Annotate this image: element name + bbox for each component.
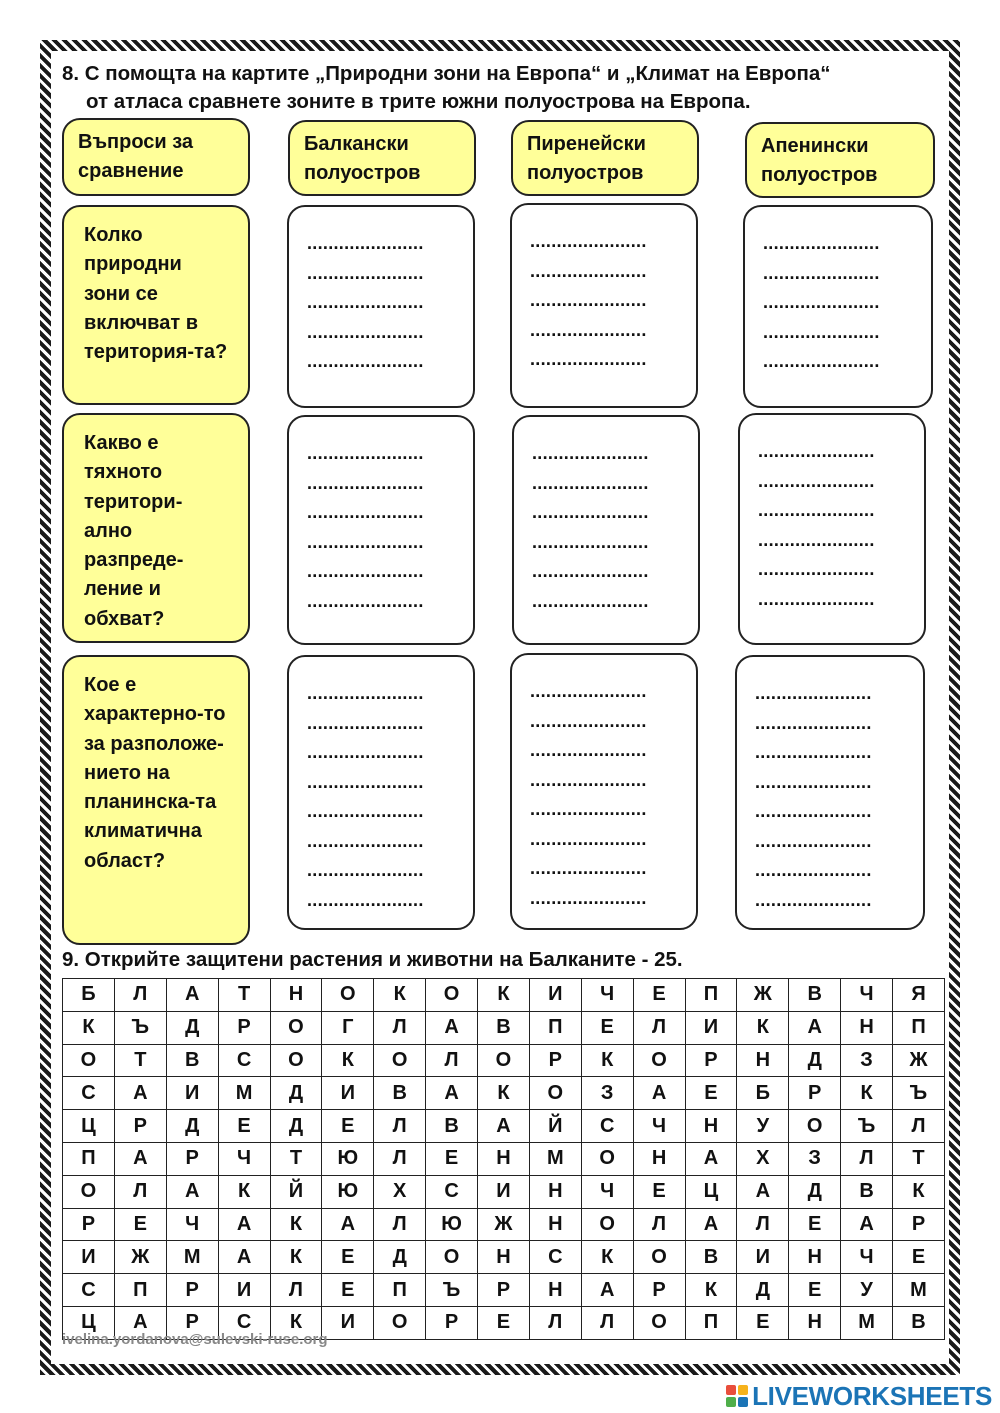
grid-cell[interactable]: К xyxy=(685,1274,737,1307)
grid-row xyxy=(63,1077,945,1110)
answer-line[interactable]: ...................... xyxy=(307,742,424,762)
grid-cell[interactable]: Е xyxy=(322,1241,374,1274)
answer-box-apennine-3[interactable] xyxy=(735,655,925,930)
grid-cell[interactable]: З xyxy=(789,1142,841,1175)
answer-line[interactable]: ...................... xyxy=(530,887,647,908)
question-1: Колко природни зони се включват в територия-та? xyxy=(62,205,250,405)
grid-cell[interactable]: Л xyxy=(841,1142,893,1175)
answer-line[interactable]: ...................... xyxy=(763,321,880,342)
grid-cell[interactable]: А xyxy=(633,1077,685,1110)
grid-cell[interactable]: А xyxy=(841,1208,893,1241)
grid-cell[interactable]: Р xyxy=(529,1044,581,1077)
answer-line[interactable]: ...................... xyxy=(307,531,424,552)
grid-cell[interactable]: О xyxy=(581,1208,633,1241)
grid-cell[interactable]: О xyxy=(633,1306,685,1339)
liveworksheets-brand-text: LIVEWORKSHEETS xyxy=(752,1380,992,1411)
grid-cell[interactable]: Р xyxy=(633,1274,685,1307)
grid-cell[interactable]: Д xyxy=(737,1274,789,1307)
answer-line[interactable]: ...................... xyxy=(307,472,424,493)
grid-cell[interactable]: А xyxy=(737,1175,789,1208)
grid-cell[interactable]: Х xyxy=(737,1142,789,1175)
grid-cell[interactable]: Р xyxy=(789,1077,841,1110)
grid-row xyxy=(63,1142,945,1175)
answer-box-iberian-2[interactable] xyxy=(512,415,700,645)
answer-box-iberian-3[interactable] xyxy=(510,653,698,930)
grid-cell[interactable]: П xyxy=(685,1306,737,1339)
grid-cell[interactable]: Е xyxy=(789,1208,841,1241)
answer-line[interactable]: ...................... xyxy=(307,502,424,522)
grid-cell[interactable]: Л xyxy=(374,1142,426,1175)
grid-cell[interactable]: К xyxy=(581,1044,633,1077)
grid-cell[interactable]: Е xyxy=(322,1274,374,1307)
grid-cell[interactable]: З xyxy=(841,1044,893,1077)
answer-line[interactable]: ...................... xyxy=(530,231,647,251)
grid-cell[interactable]: К xyxy=(478,1077,530,1110)
answer-line[interactable]: ...................... xyxy=(307,443,424,463)
grid-cell[interactable]: Л xyxy=(374,1208,426,1241)
answer-line[interactable]: ...................... xyxy=(532,531,649,552)
grid-cell[interactable]: Е xyxy=(789,1274,841,1307)
grid-cell[interactable]: У xyxy=(841,1274,893,1307)
answer-line[interactable]: ...................... xyxy=(307,830,424,851)
grid-cell[interactable]: Е xyxy=(633,979,685,1012)
grid-cell[interactable]: О xyxy=(374,1306,426,1339)
grid-cell[interactable]: О xyxy=(270,1011,322,1044)
header-apennine: Апенински полуостров xyxy=(745,122,935,198)
grid-cell[interactable]: Т xyxy=(893,1142,945,1175)
question-3: Кое е характерно-то за разположе-нието на планинска-та климатична област? xyxy=(62,655,250,945)
grid-cell[interactable]: А xyxy=(685,1142,737,1175)
grid-cell[interactable]: П xyxy=(893,1011,945,1044)
grid-cell[interactable]: П xyxy=(685,979,737,1012)
answer-line[interactable]: ...................... xyxy=(758,441,875,461)
answer-line[interactable]: ...................... xyxy=(763,233,880,253)
grid-cell[interactable]: К xyxy=(270,1208,322,1241)
grid-cell[interactable]: Е xyxy=(893,1241,945,1274)
grid-cell[interactable]: Ж xyxy=(478,1208,530,1241)
grid-cell[interactable]: Н xyxy=(270,979,322,1012)
grid-cell[interactable]: Д xyxy=(789,1175,841,1208)
grid-cell[interactable]: Н xyxy=(529,1208,581,1241)
grid-cell[interactable]: Р xyxy=(63,1208,115,1241)
grid-cell[interactable]: К xyxy=(478,979,530,1012)
grid-cell[interactable]: Т xyxy=(114,1044,166,1077)
answer-line[interactable]: ...................... xyxy=(530,681,647,701)
answer-line[interactable]: ...................... xyxy=(532,443,649,463)
answer-line[interactable]: ...................... xyxy=(307,561,424,581)
header-questions: Въпроси за сравнение xyxy=(62,118,250,196)
grid-cell[interactable]: О xyxy=(478,1044,530,1077)
grid-cell[interactable]: О xyxy=(322,979,374,1012)
grid-cell[interactable]: Е xyxy=(633,1175,685,1208)
grid-cell[interactable]: С xyxy=(529,1241,581,1274)
grid-cell[interactable]: В xyxy=(166,1044,218,1077)
answer-box-apennine-2[interactable] xyxy=(738,413,926,645)
grid-cell[interactable]: О xyxy=(633,1044,685,1077)
grid-cell[interactable]: М xyxy=(218,1077,270,1110)
grid-cell[interactable]: И xyxy=(218,1274,270,1307)
grid-cell[interactable]: Д xyxy=(270,1077,322,1110)
grid-cell[interactable]: Н xyxy=(789,1306,841,1339)
grid-cell[interactable]: Н xyxy=(737,1044,789,1077)
grid-cell[interactable]: М xyxy=(529,1142,581,1175)
grid-cell[interactable]: В xyxy=(685,1241,737,1274)
answer-line[interactable]: ...................... xyxy=(758,588,875,609)
grid-cell[interactable]: Р xyxy=(893,1208,945,1241)
grid-cell[interactable]: Е xyxy=(685,1077,737,1110)
grid-cell[interactable]: О xyxy=(633,1241,685,1274)
answer-line[interactable]: ...................... xyxy=(307,233,424,253)
grid-row xyxy=(63,1011,945,1044)
grid-cell[interactable]: А xyxy=(478,1110,530,1143)
grid-cell[interactable]: О xyxy=(270,1044,322,1077)
grid-cell[interactable]: Ц xyxy=(63,1306,115,1339)
grid-cell[interactable]: Л xyxy=(114,1175,166,1208)
grid-cell[interactable]: Р xyxy=(114,1110,166,1143)
grid-cell[interactable]: А xyxy=(685,1208,737,1241)
grid-cell[interactable]: Н xyxy=(529,1274,581,1307)
grid-cell[interactable]: О xyxy=(529,1077,581,1110)
answer-box-balkan-2[interactable] xyxy=(287,415,475,645)
grid-cell[interactable]: Е xyxy=(478,1306,530,1339)
grid-cell[interactable]: Е xyxy=(581,1011,633,1044)
answer-line[interactable]: ...................... xyxy=(763,351,880,371)
grid-cell[interactable]: К xyxy=(270,1306,322,1339)
grid-cell[interactable]: Р xyxy=(166,1274,218,1307)
grid-cell[interactable]: О xyxy=(374,1044,426,1077)
grid-row xyxy=(63,1274,945,1307)
grid-cell[interactable]: Л xyxy=(114,979,166,1012)
grid-cell[interactable]: Й xyxy=(270,1175,322,1208)
grid-cell[interactable]: А xyxy=(426,1011,478,1044)
grid-cell[interactable]: Г xyxy=(322,1011,374,1044)
grid-cell[interactable]: Н xyxy=(685,1110,737,1143)
grid-cell[interactable]: У xyxy=(737,1110,789,1143)
answer-box-balkan-3[interactable] xyxy=(287,655,475,930)
grid-cell[interactable]: Ю xyxy=(322,1142,374,1175)
liveworksheets-logo-icon xyxy=(726,1385,748,1407)
grid-cell[interactable]: М xyxy=(166,1241,218,1274)
grid-cell[interactable]: Ч xyxy=(166,1208,218,1241)
grid-cell[interactable]: Ъ xyxy=(114,1011,166,1044)
grid-cell[interactable]: Х xyxy=(374,1175,426,1208)
answer-line[interactable]: ...................... xyxy=(532,561,649,581)
task-8-line1: 8. С помощта на картите „Природни зони на Европа“ и „Климат на Европа“ xyxy=(62,62,831,85)
grid-cell[interactable]: Д xyxy=(166,1011,218,1044)
grid-cell[interactable]: А xyxy=(789,1011,841,1044)
question-2: Какво е тяхното територи-ално разпреде-ление и обхват? xyxy=(62,413,250,643)
answer-box-iberian-1[interactable] xyxy=(510,203,698,408)
grid-cell[interactable]: Е xyxy=(737,1306,789,1339)
grid-cell[interactable]: В xyxy=(426,1110,478,1143)
grid-cell[interactable]: Ч xyxy=(841,979,893,1012)
grid-cell[interactable]: П xyxy=(63,1142,115,1175)
grid-cell[interactable]: Ъ xyxy=(426,1274,478,1307)
grid-cell[interactable]: С xyxy=(218,1044,270,1077)
task-9-title: 9. Открийте защитени растения и животни на Балканите - 25. xyxy=(62,948,683,971)
grid-cell[interactable]: И xyxy=(166,1077,218,1110)
answer-box-apennine-1[interactable] xyxy=(743,205,933,408)
word-search-grid xyxy=(62,978,945,1340)
grid-cell[interactable]: А xyxy=(426,1077,478,1110)
answer-line[interactable]: ...................... xyxy=(755,742,872,762)
grid-cell[interactable]: П xyxy=(114,1274,166,1307)
grid-cell[interactable]: И xyxy=(322,1306,374,1339)
grid-cell[interactable]: З xyxy=(581,1077,633,1110)
grid-cell[interactable]: А xyxy=(114,1142,166,1175)
answer-line[interactable]: ...................... xyxy=(530,769,647,790)
answer-line[interactable]: ...................... xyxy=(755,683,872,703)
answer-line[interactable]: ...................... xyxy=(307,292,424,312)
grid-cell[interactable]: О xyxy=(426,979,478,1012)
grid-row xyxy=(63,1044,945,1077)
grid-cell[interactable]: Л xyxy=(633,1208,685,1241)
grid-cell[interactable]: Ъ xyxy=(841,1110,893,1143)
grid-cell[interactable]: Д xyxy=(166,1110,218,1143)
grid-cell[interactable]: Ц xyxy=(63,1110,115,1143)
grid-cell[interactable]: К xyxy=(63,1011,115,1044)
grid-cell[interactable]: Н xyxy=(841,1011,893,1044)
grid-cell[interactable]: С xyxy=(426,1175,478,1208)
grid-row xyxy=(63,1208,945,1241)
grid-cell[interactable]: К xyxy=(581,1241,633,1274)
grid-cell[interactable]: Р xyxy=(426,1306,478,1339)
task-8-line2: от атласа сравнете зоните в трите южни полуострова на Европа. xyxy=(86,90,751,113)
answer-line[interactable]: ...................... xyxy=(307,712,424,733)
grid-cell[interactable]: И xyxy=(737,1241,789,1274)
grid-cell[interactable]: Е xyxy=(218,1110,270,1143)
grid-cell[interactable]: А xyxy=(218,1208,270,1241)
grid-cell[interactable]: П xyxy=(529,1011,581,1044)
grid-cell[interactable]: Т xyxy=(270,1142,322,1175)
grid-cell[interactable]: А xyxy=(581,1274,633,1307)
grid-cell[interactable]: Р xyxy=(166,1306,218,1339)
grid-cell[interactable]: Л xyxy=(633,1011,685,1044)
answer-line[interactable]: ...................... xyxy=(530,319,647,340)
grid-cell[interactable]: Л xyxy=(374,1110,426,1143)
grid-cell[interactable]: В xyxy=(893,1306,945,1339)
grid-cell[interactable]: Л xyxy=(529,1306,581,1339)
grid-cell[interactable]: Б xyxy=(737,1077,789,1110)
grid-cell[interactable]: Ю xyxy=(426,1208,478,1241)
grid-cell[interactable]: Л xyxy=(893,1110,945,1143)
grid-cell[interactable]: Л xyxy=(426,1044,478,1077)
grid-cell[interactable]: О xyxy=(789,1110,841,1143)
answer-line[interactable]: ...................... xyxy=(755,771,872,792)
grid-cell[interactable]: Ч xyxy=(581,1175,633,1208)
header-balkan: Балкански полуостров xyxy=(288,120,476,196)
grid-cell[interactable]: Ж xyxy=(893,1044,945,1077)
grid-cell[interactable]: Д xyxy=(374,1241,426,1274)
grid-cell[interactable]: О xyxy=(63,1044,115,1077)
grid-cell[interactable]: А xyxy=(322,1208,374,1241)
grid-cell[interactable]: К xyxy=(322,1044,374,1077)
grid-row xyxy=(63,1175,945,1208)
answer-line[interactable]: ...................... xyxy=(758,500,875,520)
grid-cell[interactable]: А xyxy=(114,1077,166,1110)
grid-cell[interactable]: О xyxy=(63,1175,115,1208)
grid-cell[interactable]: Р xyxy=(685,1044,737,1077)
grid-cell[interactable]: С xyxy=(63,1077,115,1110)
grid-cell[interactable]: И xyxy=(322,1077,374,1110)
answer-line[interactable]: ...................... xyxy=(758,470,875,491)
grid-row xyxy=(63,1241,945,1274)
answer-line[interactable]: ...................... xyxy=(530,710,647,731)
answer-line[interactable]: ...................... xyxy=(307,683,424,703)
answer-line[interactable]: ...................... xyxy=(755,801,872,821)
answer-line[interactable]: ...................... xyxy=(758,559,875,579)
grid-cell[interactable]: А xyxy=(114,1306,166,1339)
grid-cell[interactable]: Ц xyxy=(685,1175,737,1208)
grid-cell[interactable]: Ж xyxy=(737,979,789,1012)
grid-cell[interactable]: Л xyxy=(581,1306,633,1339)
answer-line[interactable]: ...................... xyxy=(307,351,424,371)
grid-cell[interactable]: Ч xyxy=(633,1110,685,1143)
grid-cell[interactable]: С xyxy=(63,1274,115,1307)
grid-cell[interactable]: Ю xyxy=(322,1175,374,1208)
answer-line[interactable]: ...................... xyxy=(763,292,880,312)
grid-cell[interactable]: Н xyxy=(478,1241,530,1274)
grid-cell[interactable]: А xyxy=(166,979,218,1012)
answer-line[interactable]: ...................... xyxy=(532,472,649,493)
grid-cell[interactable]: И xyxy=(63,1241,115,1274)
answer-line[interactable]: ...................... xyxy=(530,740,647,760)
author-email: ivelina.yordanova@sulevski-ruse.org xyxy=(62,1331,328,1348)
answer-line[interactable]: ...................... xyxy=(307,801,424,821)
grid-cell[interactable]: Д xyxy=(270,1110,322,1143)
answer-line[interactable]: ...................... xyxy=(755,712,872,733)
grid-cell[interactable]: Е xyxy=(322,1110,374,1143)
answer-line[interactable]: ...................... xyxy=(307,262,424,283)
grid-row xyxy=(63,1110,945,1143)
grid-cell[interactable]: С xyxy=(218,1306,270,1339)
answer-line[interactable]: ...................... xyxy=(755,889,872,910)
grid-cell[interactable]: К xyxy=(737,1011,789,1044)
grid-cell[interactable]: И xyxy=(685,1011,737,1044)
grid-cell[interactable]: Ч xyxy=(841,1241,893,1274)
grid-cell[interactable]: О xyxy=(426,1241,478,1274)
answer-line[interactable]: ...................... xyxy=(530,260,647,281)
answer-line[interactable]: ...................... xyxy=(530,858,647,878)
answer-line[interactable]: ...................... xyxy=(530,349,647,369)
grid-cell[interactable]: К xyxy=(270,1241,322,1274)
grid-cell[interactable]: Й xyxy=(529,1110,581,1143)
grid-cell[interactable]: Д xyxy=(789,1044,841,1077)
grid-cell[interactable]: М xyxy=(893,1274,945,1307)
answer-line[interactable]: ...................... xyxy=(307,321,424,342)
answer-line[interactable]: ...................... xyxy=(530,290,647,310)
task-8-title xyxy=(62,60,962,116)
grid-cell[interactable]: Е xyxy=(426,1142,478,1175)
grid-cell[interactable]: О xyxy=(581,1142,633,1175)
grid-cell[interactable]: М xyxy=(841,1306,893,1339)
grid-cell[interactable]: Р xyxy=(166,1142,218,1175)
answer-line[interactable]: ...................... xyxy=(758,529,875,550)
grid-cell[interactable]: П xyxy=(374,1274,426,1307)
answer-line[interactable]: ...................... xyxy=(532,502,649,522)
grid-cell[interactable]: В xyxy=(841,1175,893,1208)
grid-cell[interactable]: Ъ xyxy=(893,1077,945,1110)
grid-cell[interactable]: К xyxy=(374,979,426,1012)
grid-cell[interactable]: Ч xyxy=(218,1142,270,1175)
grid-cell[interactable]: Р xyxy=(478,1274,530,1307)
grid-cell[interactable]: К xyxy=(218,1175,270,1208)
grid-cell[interactable]: Е xyxy=(114,1208,166,1241)
grid-cell[interactable]: Л xyxy=(270,1274,322,1307)
answer-box-balkan-1[interactable] xyxy=(287,205,475,408)
answer-line[interactable]: ...................... xyxy=(307,771,424,792)
answer-line[interactable]: ...................... xyxy=(532,590,649,611)
answer-line[interactable]: ...................... xyxy=(755,860,872,880)
grid-cell[interactable]: Ч xyxy=(581,979,633,1012)
grid-cell[interactable]: К xyxy=(841,1077,893,1110)
grid-cell[interactable]: С xyxy=(581,1110,633,1143)
grid-cell[interactable]: В xyxy=(478,1011,530,1044)
grid-cell[interactable]: А xyxy=(218,1241,270,1274)
answer-line[interactable]: ...................... xyxy=(307,860,424,880)
grid-cell[interactable]: А xyxy=(166,1175,218,1208)
grid-cell[interactable]: К xyxy=(893,1175,945,1208)
liveworksheets-logo[interactable] xyxy=(726,1381,992,1411)
grid-cell[interactable]: И xyxy=(478,1175,530,1208)
answer-line[interactable]: ...................... xyxy=(755,830,872,851)
grid-row xyxy=(63,979,945,1012)
grid-cell[interactable]: Н xyxy=(529,1175,581,1208)
answer-line[interactable]: ...................... xyxy=(530,828,647,849)
answer-line[interactable]: ...................... xyxy=(307,889,424,910)
header-iberian: Пиренейски полуостров xyxy=(511,120,699,196)
answer-line[interactable]: ...................... xyxy=(530,799,647,819)
grid-cell[interactable]: Л xyxy=(737,1208,789,1241)
grid-cell[interactable]: Я xyxy=(893,979,945,1012)
grid-cell[interactable]: И xyxy=(529,979,581,1012)
grid-cell[interactable]: В xyxy=(789,979,841,1012)
grid-cell[interactable]: Т xyxy=(218,979,270,1012)
grid-cell[interactable]: Р xyxy=(218,1011,270,1044)
grid-cell[interactable]: Н xyxy=(789,1241,841,1274)
grid-cell[interactable]: В xyxy=(374,1077,426,1110)
answer-line[interactable]: ...................... xyxy=(307,590,424,611)
answer-line[interactable]: ...................... xyxy=(763,262,880,283)
grid-cell[interactable]: Н xyxy=(633,1142,685,1175)
grid-cell[interactable]: Н xyxy=(478,1142,530,1175)
grid-cell[interactable]: Ж xyxy=(114,1241,166,1274)
grid-cell[interactable]: Б xyxy=(63,979,115,1012)
grid-cell[interactable]: Л xyxy=(374,1011,426,1044)
